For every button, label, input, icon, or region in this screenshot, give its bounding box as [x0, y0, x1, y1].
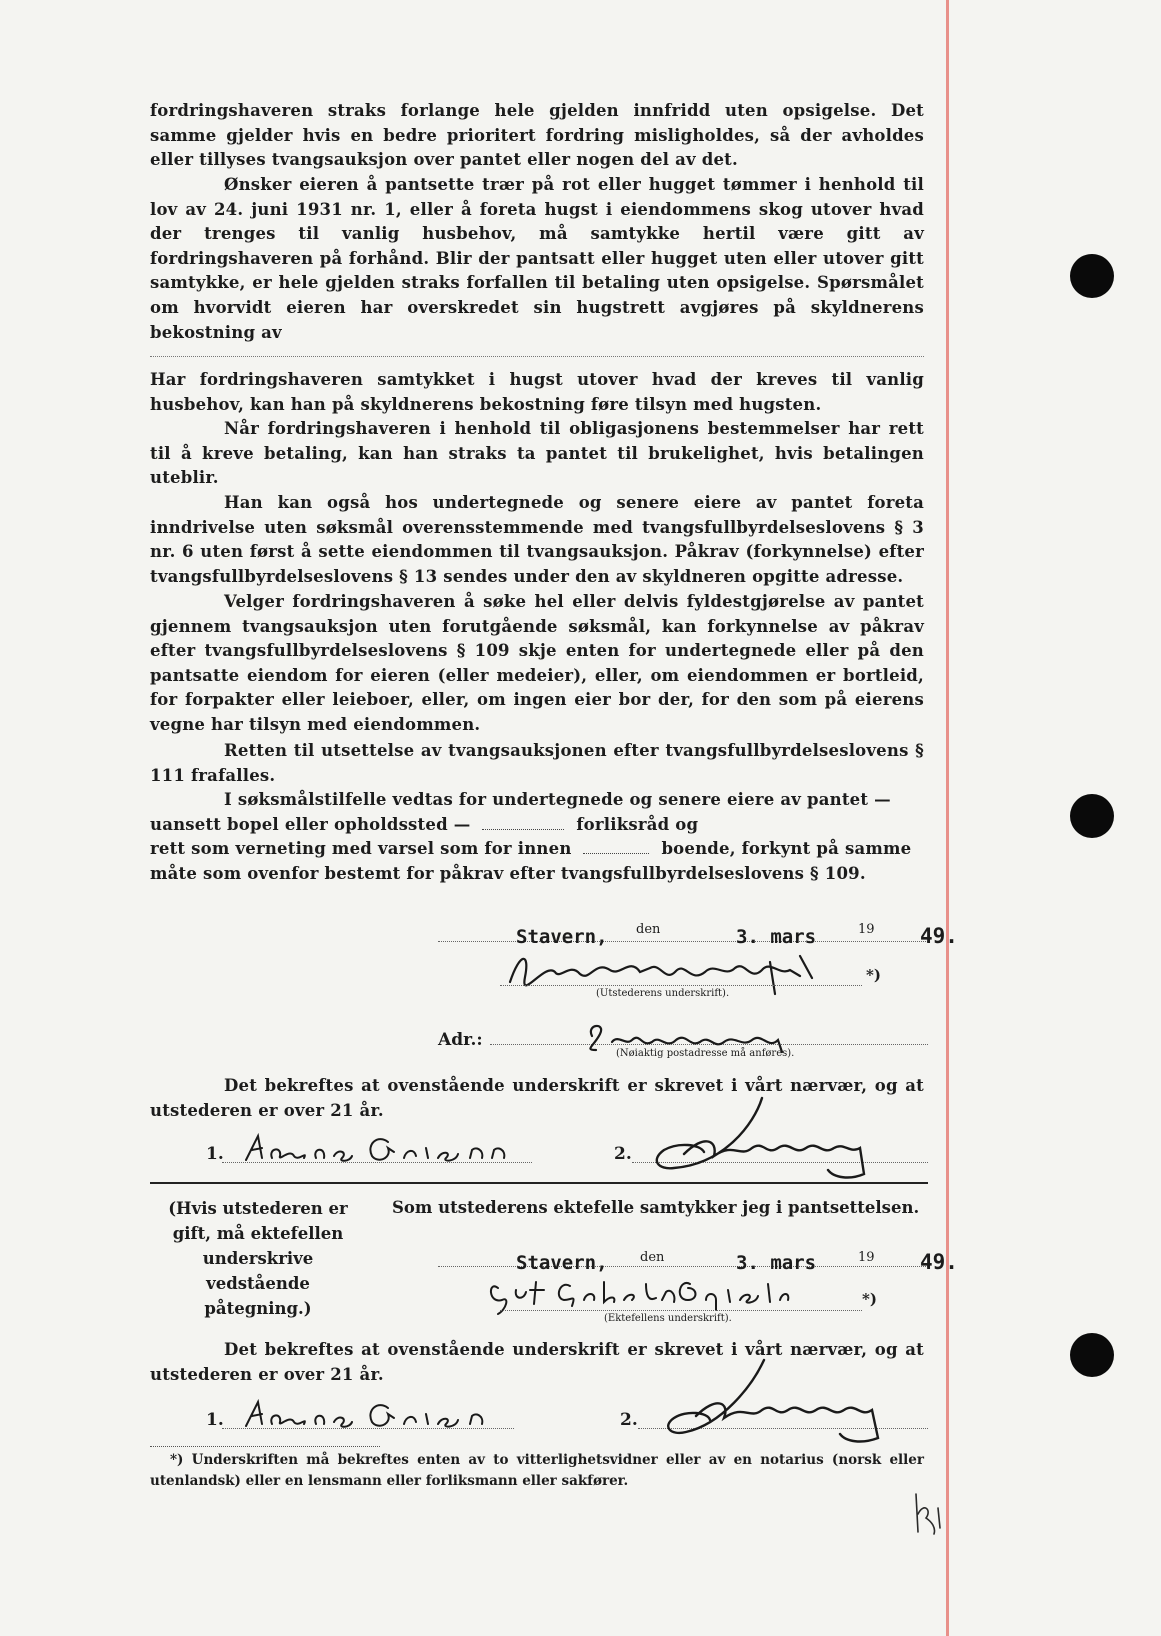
blank-dotted-line — [150, 356, 924, 357]
confirm-1: Det bekreftes at ovenstående underskrift er skrevet i vårt nærvær, og at utstederen er over 21 år. — [150, 1076, 924, 1120]
spouse-sig-caption: (Ektefellens underskrift). — [604, 1313, 732, 1324]
century-label: 19 — [858, 922, 875, 937]
witness-2-signature — [644, 1094, 904, 1184]
spouse-witness-1-signature — [238, 1394, 518, 1434]
p8-line3 — [150, 837, 924, 886]
spouse-star: *) — [862, 1290, 877, 1308]
p8-line3-a: rett som verneting med varsel som for innen — [150, 839, 572, 858]
adr-caption: (Nøiaktig postadresse må anføres). — [616, 1048, 795, 1059]
paragraph-2: Ønsker eieren å pantsette trær på rot eller hugget tømmer i henhold til lov av 24. juni 1931 nr. 1, eller å foreta hugst i eiendommens skog utover hvad der trenges til vanlig husbehov, må samtykke hertil være gitt av fordringshaveren på forhånd. Blir der pantsatt eller hugget uten eller utover gitt samtykke, er hele gjelden straks forfallen til betaling uten opsigelse. Spørsmålet om hvorvidt eieren har overskredet sin hugstrett avgjøres på skyldnerens bekostning av — [150, 175, 924, 342]
margin-initials — [908, 1488, 948, 1538]
witness-2-number: 2. — [614, 1144, 632, 1164]
section-divider — [150, 1182, 928, 1184]
issuer-sig-caption: (Utstederens underskrift). — [596, 988, 730, 999]
spouse-sig-line — [500, 1310, 862, 1311]
paragraph-1: fordringshaveren straks forlange hele gjelden innfridd uten opsigelse. Det samme gjelder hvis en bedre prioritert fordring misligholdes, så der avholdes eller tillyses tvangsauksjon over pantet eller nogen del av det. — [150, 101, 924, 170]
dotted-blank — [482, 829, 564, 830]
issuer-star: *) — [866, 966, 881, 984]
spouse-place-date-line — [438, 1266, 928, 1267]
paragraph-8 — [150, 788, 924, 813]
footnote: *) Underskriften må bekreftes enten av to vitterlighetsvidner eller av en notarius (norsk eller utenlandsk) eller en lensmann eller forliksmann eller sakfører. — [150, 1452, 924, 1489]
paragraph-5: Han kan også hos undertegnede og senere eiere av pantet foreta inndrivelse uten søksmål overensstemmende med tvangsfullbyrdelseslovens § 3 nr. 6 uten først å sette eiendommen til tvangsauksjon. Påkrav (forkynnelse) efter tvangsfullbyrdelseslovens § 13 sendes under den av skyldneren opgitte adresse. — [150, 493, 924, 586]
spouse-witness-2-number: 2. — [620, 1410, 638, 1430]
spouse-den-label: den — [640, 1250, 665, 1265]
spouse-consent: Som utstederens ektefelle samtykker jeg i pantsettelsen. — [392, 1198, 920, 1217]
adr-label: Adr.: — [438, 1030, 483, 1050]
p8-line2-a: uansett bopel eller opholdssted — — [150, 815, 471, 834]
spouse-year: 49. — [920, 1250, 958, 1274]
footnote-rule — [150, 1446, 380, 1447]
year: 49. — [920, 924, 958, 948]
witness-1-number: 1. — [206, 1144, 224, 1164]
paragraph-6: Velger fordringshaveren å søke hel eller delvis fyldestgjørelse av pantet gjennem tvangsauksjon uten forutgående søksmål, kan forkynnelse av påkrav efter tvangsfullbyrdelseslovens § 109 skje enten for undertegnede eller på den pantsatte eiendom for eieren (eller medeier), eller, om eiendommen er bortleid, for forpakter eller leieboer, eller, om ingen eier bor der, for den som på eierens vegne har tilsyn med eiendommen. — [150, 592, 924, 734]
punch-hole-middle — [1070, 794, 1114, 838]
paragraph-4: Når fordringshaveren i henhold til obligasjonens bestemmelser har rett til å kreve betaling, kan han straks ta pantet til brukelighet, hvis betalingen uteblir. — [150, 419, 924, 488]
p8-line2-b: forliksråd og — [576, 815, 699, 834]
spouse-century-label: 19 — [858, 1250, 875, 1265]
paragraph-7: Retten til utsettelse av tvangsauksjonen efter tvangsfullbyrdelseslovens § 111 frafalles. — [150, 741, 924, 785]
date: 3. mars — [736, 926, 817, 948]
witness-1-signature — [238, 1128, 538, 1168]
spouse-note: (Hvis utstederen er gift, må ektefellen underskrive vedstående påtegning.) — [168, 1199, 348, 1318]
p8-line1: I søksmålstilfelle vedtas for undertegnede og senere eiere av pantet — — [224, 790, 891, 809]
issuer-sig-line — [500, 985, 862, 986]
spouse-place: Stavern, — [516, 1252, 608, 1274]
spouse-witness-2-signature — [652, 1356, 922, 1446]
p8-line3-b: boende, forkynt på samme måte som ovenfor bestemt for påkrav efter tvangsfullbyrdelseslovens § 109. — [150, 839, 912, 883]
den-label: den — [636, 922, 661, 937]
punch-hole-bottom — [1070, 1333, 1114, 1377]
spouse-date: 3. mars — [736, 1252, 817, 1274]
confirm-2: Det bekreftes at ovenstående underskrift er skrevet i vårt nærvær, og at utstederen er over 21 år. — [150, 1340, 924, 1384]
p8-line2 — [150, 813, 924, 838]
paragraph-3: Har fordringshaveren samtykket i hugst utover hvad der kreves til vanlig husbehov, kan han på skyldnerens bekostning føre tilsyn med hugsten. — [150, 370, 924, 414]
dotted-blank — [583, 853, 649, 854]
spouse-witness-1-number: 1. — [206, 1410, 224, 1430]
punch-hole-top — [1070, 254, 1114, 298]
place: Stavern, — [516, 926, 608, 948]
red-margin-line — [946, 0, 949, 1636]
